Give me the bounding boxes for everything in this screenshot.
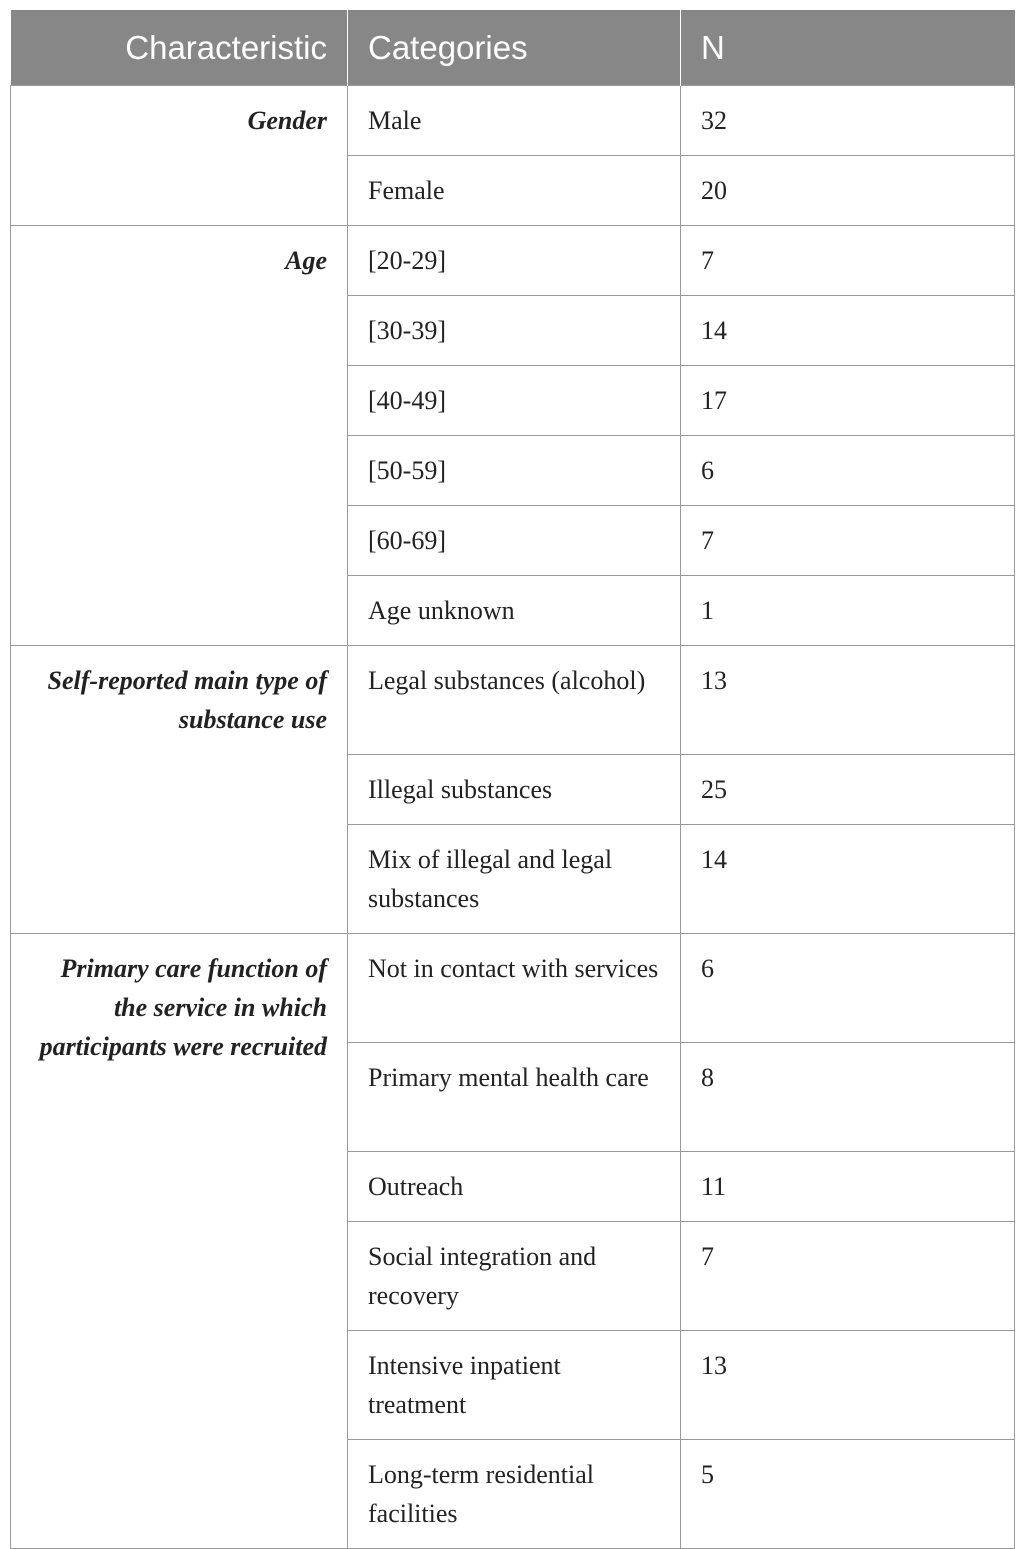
characteristic-cell: Self-reported main type of substance use bbox=[11, 646, 348, 934]
count-cell: 6 bbox=[681, 934, 1015, 1043]
category-cell: [50-59] bbox=[348, 436, 681, 506]
count-cell: 14 bbox=[681, 296, 1015, 366]
count-cell: 13 bbox=[681, 646, 1015, 755]
count-cell: 14 bbox=[681, 825, 1015, 934]
count-cell: 7 bbox=[681, 506, 1015, 576]
category-cell: Female bbox=[348, 156, 681, 226]
count-cell: 25 bbox=[681, 755, 1015, 825]
table-row bbox=[11, 646, 1015, 755]
count-cell: 7 bbox=[681, 226, 1015, 296]
count-cell: 11 bbox=[681, 1152, 1015, 1222]
count-cell: 17 bbox=[681, 366, 1015, 436]
count-cell: 7 bbox=[681, 1222, 1015, 1331]
count-cell: 5 bbox=[681, 1440, 1015, 1549]
category-cell: [20-29] bbox=[348, 226, 681, 296]
header-categories: Categories bbox=[348, 10, 681, 86]
count-cell: 8 bbox=[681, 1043, 1015, 1152]
characteristic-cell: Primary care function of the service in which participants were recruited bbox=[11, 934, 348, 1549]
category-cell: Primary mental health care bbox=[348, 1043, 681, 1152]
category-cell: Age unknown bbox=[348, 576, 681, 646]
category-cell: Intensive inpatient treatment bbox=[348, 1331, 681, 1440]
header-row bbox=[11, 10, 1015, 86]
category-cell: Mix of illegal and legal substances bbox=[348, 825, 681, 934]
category-cell: Social integration and recovery bbox=[348, 1222, 681, 1331]
characteristic-cell: Gender bbox=[11, 86, 348, 226]
count-cell: 20 bbox=[681, 156, 1015, 226]
count-cell: 32 bbox=[681, 86, 1015, 156]
category-cell: Not in contact with services bbox=[348, 934, 681, 1043]
category-cell: Legal substances (alcohol) bbox=[348, 646, 681, 755]
characteristics-table bbox=[10, 10, 1015, 1549]
table-row bbox=[11, 86, 1015, 156]
category-cell: Long-term residential facilities bbox=[348, 1440, 681, 1549]
characteristic-cell: Age bbox=[11, 226, 348, 646]
header-n: N bbox=[681, 10, 1015, 86]
category-cell: [60-69] bbox=[348, 506, 681, 576]
category-cell: [40-49] bbox=[348, 366, 681, 436]
table-row bbox=[11, 934, 1015, 1043]
count-cell: 6 bbox=[681, 436, 1015, 506]
count-cell: 13 bbox=[681, 1331, 1015, 1440]
header-characteristic: Characteristic bbox=[11, 10, 348, 86]
category-cell: Outreach bbox=[348, 1152, 681, 1222]
table-row bbox=[11, 226, 1015, 296]
category-cell: Illegal substances bbox=[348, 755, 681, 825]
count-cell: 1 bbox=[681, 576, 1015, 646]
category-cell: Male bbox=[348, 86, 681, 156]
category-cell: [30-39] bbox=[348, 296, 681, 366]
